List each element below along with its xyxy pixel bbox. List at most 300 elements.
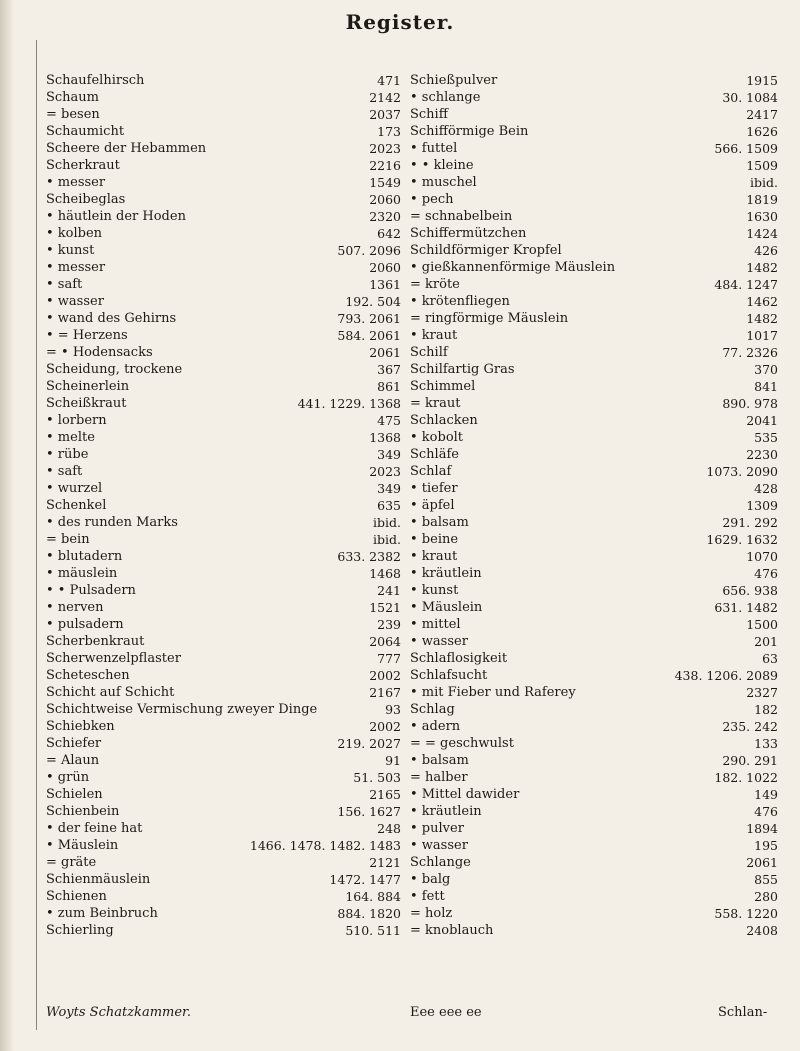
index-entry	[410, 548, 778, 565]
index-entry	[410, 888, 778, 905]
index-term: • rübe	[46, 447, 89, 462]
index-term: • kolben	[46, 226, 103, 241]
index-entry	[46, 276, 401, 293]
index-entry	[410, 344, 778, 361]
index-term: Schießpulver	[410, 73, 498, 88]
index-entry	[46, 327, 401, 344]
page-reference: 558. 1220	[714, 906, 778, 921]
index-term: • krötenfliegen	[410, 294, 510, 309]
index-term: Schimmel	[410, 379, 476, 394]
index-term: • blutadern	[46, 549, 123, 564]
index-entry	[46, 242, 401, 259]
index-term: Scherkraut	[46, 158, 120, 173]
page-reference: 2002	[369, 668, 401, 683]
index-term: • muschel	[410, 175, 477, 190]
index-term: Schifförmige Bein	[410, 124, 529, 139]
page-reference: 1070	[746, 549, 778, 564]
index-entry	[410, 174, 778, 191]
index-term: Schierling	[46, 923, 114, 938]
index-entry	[410, 769, 778, 786]
page-reference: 91	[385, 753, 401, 768]
page-reference: 291. 292	[722, 515, 778, 530]
page-reference: 2023	[369, 464, 401, 479]
page-reference: 631. 1482	[714, 600, 778, 615]
index-entry	[46, 480, 401, 497]
index-term: = Alaun	[46, 753, 100, 768]
index-term: Schenkel	[46, 498, 107, 513]
index-term: • kräutlein	[410, 804, 482, 819]
page-reference: 2216	[369, 158, 401, 173]
index-entry	[410, 905, 778, 922]
index-entry	[410, 599, 778, 616]
index-entry	[410, 786, 778, 803]
index-entry	[410, 633, 778, 650]
index-entry	[46, 701, 401, 718]
page-reference: 484. 1247	[714, 277, 778, 292]
page-reference: 2064	[369, 634, 401, 649]
index-entry	[410, 327, 778, 344]
page-reference: 2060	[369, 260, 401, 275]
custos-word: Schlan-	[718, 1005, 768, 1020]
index-entry	[46, 769, 401, 786]
index-entry	[410, 140, 778, 157]
page-reference: 584. 2061	[337, 328, 401, 343]
index-term: Scherbenkraut	[46, 634, 145, 649]
index-term: Schaumicht	[46, 124, 125, 139]
index-term: Schiffermützchen	[410, 226, 527, 241]
index-term: • des runden Marks	[46, 515, 178, 530]
page-reference: 1468	[369, 566, 401, 581]
index-term: • pulsadern	[46, 617, 124, 632]
index-entry	[46, 650, 401, 667]
page-reference: 1073. 2090	[706, 464, 778, 479]
page-reference: 156. 1627	[337, 804, 401, 819]
page-reference: 656. 938	[722, 583, 778, 598]
index-entry	[46, 191, 401, 208]
index-term: • kunst	[46, 243, 95, 258]
footer-catchline: Woyts Schatzkammer.	[46, 1005, 191, 1020]
index-entry	[46, 412, 401, 429]
page-reference: 841	[754, 379, 778, 394]
page-reference: 2165	[369, 787, 401, 802]
index-entry	[46, 123, 401, 140]
index-entry	[410, 72, 778, 89]
index-term: = besen	[46, 107, 100, 122]
page-reference: 149	[754, 787, 778, 802]
page-reference: 1509	[746, 158, 778, 173]
index-term: Schienen	[46, 889, 107, 904]
page-reference: 1630	[746, 209, 778, 224]
page-reference: 1466. 1478. 1482. 1483	[249, 838, 401, 853]
margin-rule	[36, 40, 37, 1030]
page-reference: 441. 1229. 1368	[297, 396, 401, 411]
index-term: • wasser	[410, 838, 468, 853]
page-reference: 438. 1206. 2089	[674, 668, 778, 683]
index-entry	[410, 735, 778, 752]
index-term: • wurzel	[46, 481, 103, 496]
page-reference: 201	[754, 634, 778, 649]
index-entry	[46, 803, 401, 820]
page-reference: 633. 2382	[337, 549, 401, 564]
index-entry	[46, 429, 401, 446]
index-entry	[46, 684, 401, 701]
page-reference: 1521	[369, 600, 401, 615]
index-entry	[46, 837, 401, 854]
page-reference: 2142	[369, 90, 401, 105]
index-entry	[46, 922, 401, 939]
index-entry	[46, 497, 401, 514]
index-entry	[410, 446, 778, 463]
index-entry	[46, 344, 401, 361]
index-entry	[410, 276, 778, 293]
index-entry	[410, 565, 778, 582]
right-index-column	[410, 72, 778, 939]
index-entry	[410, 259, 778, 276]
index-entry	[46, 820, 401, 837]
index-term: • schlange	[410, 90, 481, 105]
page-reference: 182	[754, 702, 778, 717]
index-entry	[410, 820, 778, 837]
index-term: • nerven	[46, 600, 104, 615]
page-reference: ibid.	[373, 532, 401, 547]
page-reference: 2061	[746, 855, 778, 870]
index-entry	[46, 72, 401, 89]
page-reference: 2002	[369, 719, 401, 734]
index-term: Schilf	[410, 345, 448, 360]
index-term: Schlag	[410, 702, 455, 717]
index-term: • • kleine	[410, 158, 474, 173]
page-reference: 195	[754, 838, 778, 853]
index-term: • zum Beinbruch	[46, 906, 158, 921]
page-reference: 192. 504	[345, 294, 401, 309]
index-entry	[46, 140, 401, 157]
index-term: = = geschwulst	[410, 736, 514, 751]
index-term: Scheidung, trockene	[46, 362, 183, 377]
page-reference: 476	[754, 804, 778, 819]
page-reference: 30. 1084	[722, 90, 778, 105]
page-reference: 290. 291	[722, 753, 778, 768]
index-term: • melte	[46, 430, 95, 445]
index-entry	[46, 735, 401, 752]
page-reference: 1482	[746, 311, 778, 326]
page-reference: 510. 511	[345, 923, 401, 938]
page-reference: 370	[754, 362, 778, 377]
index-term: Schaufelhirsch	[46, 73, 145, 88]
index-term: • Mäuslein	[410, 600, 483, 615]
index-entry	[46, 667, 401, 684]
index-term: • äpfel	[410, 498, 455, 513]
page-reference: 164. 884	[345, 889, 401, 904]
index-entry	[46, 293, 401, 310]
index-term: • kunst	[410, 583, 459, 598]
index-term: = kröte	[410, 277, 460, 292]
index-entry	[46, 905, 401, 922]
index-term: = knoblauch	[410, 923, 494, 938]
index-term: Schlange	[410, 855, 471, 870]
index-entry	[46, 752, 401, 769]
index-entry	[46, 616, 401, 633]
index-term: = holz	[410, 906, 453, 921]
index-entry	[46, 871, 401, 888]
page-reference: 2327	[746, 685, 778, 700]
index-term: • saft	[46, 464, 83, 479]
index-entry	[410, 854, 778, 871]
index-entry	[46, 378, 401, 395]
index-term: Schlaflosigkeit	[410, 651, 508, 666]
page-reference: 93	[385, 702, 401, 717]
index-term: Schiefer	[46, 736, 102, 751]
page-reference: 51. 503	[353, 770, 401, 785]
page-reference: 2061	[369, 345, 401, 360]
index-entry	[410, 616, 778, 633]
page-reference: 777	[377, 651, 401, 666]
page-title: Register.	[345, 10, 455, 34]
page-reference: 1482	[746, 260, 778, 275]
page-reference: 2121	[369, 855, 401, 870]
page-reference: 1894	[746, 821, 778, 836]
index-entry	[410, 871, 778, 888]
index-entry	[410, 378, 778, 395]
index-term: Schaum	[46, 90, 100, 105]
index-entry	[410, 157, 778, 174]
index-entry	[410, 361, 778, 378]
page-reference: 1309	[746, 498, 778, 513]
index-term: Scheißkraut	[46, 396, 127, 411]
index-term: = schnabelbein	[410, 209, 513, 224]
index-term: Schläfe	[410, 447, 459, 462]
page-reference: 248	[377, 821, 401, 836]
page-reference: 475	[377, 413, 401, 428]
left-index-column	[46, 72, 401, 939]
page-reference: 426	[754, 243, 778, 258]
index-term: = halber	[410, 770, 468, 785]
page-reference: 471	[377, 73, 401, 88]
index-entry	[46, 548, 401, 565]
page-reference: 535	[754, 430, 778, 445]
index-entry	[410, 225, 778, 242]
index-entry	[410, 837, 778, 854]
page-reference: ibid.	[750, 175, 778, 190]
index-term: = kraut	[410, 396, 461, 411]
index-entry	[410, 480, 778, 497]
index-entry	[410, 123, 778, 140]
page-reference: 2230	[746, 447, 778, 462]
index-entry	[410, 412, 778, 429]
page-reference: 173	[377, 124, 401, 139]
index-term: • saft	[46, 277, 83, 292]
page-reference: 2167	[369, 685, 401, 700]
page-reference: 1424	[746, 226, 778, 241]
index-entry	[46, 854, 401, 871]
index-term: Scheteschen	[46, 668, 130, 683]
index-term: Scheinerlein	[46, 379, 130, 394]
page-reference: 2408	[746, 923, 778, 938]
index-entry	[46, 582, 401, 599]
index-term: • häutlein der Hoden	[46, 209, 186, 224]
index-term: Schlacken	[410, 413, 478, 428]
index-term: • beine	[410, 532, 459, 547]
index-term: Schiff	[410, 107, 448, 122]
page-reference: 182. 1022	[714, 770, 778, 785]
index-term: Schicht auf Schicht	[46, 685, 175, 700]
index-term: = ringförmige Mäuslein	[410, 311, 569, 326]
footer-right-term: Eee eee ee	[410, 1005, 482, 1020]
index-entry	[46, 446, 401, 463]
index-term: • kraut	[410, 549, 458, 564]
page-reference: 1017	[746, 328, 778, 343]
page-reference: 1500	[746, 617, 778, 632]
index-term: Scheibeglas	[46, 192, 126, 207]
index-entry	[410, 89, 778, 106]
page-reference: 241	[377, 583, 401, 598]
page-reference: 280	[754, 889, 778, 904]
page-reference: 890. 978	[722, 396, 778, 411]
index-term: • der feine hat	[46, 821, 143, 836]
page-reference: 1472. 1477	[329, 872, 401, 887]
index-entry	[410, 463, 778, 480]
index-entry	[46, 310, 401, 327]
index-entry	[410, 582, 778, 599]
index-entry	[46, 157, 401, 174]
page-reference: 793. 2061	[337, 311, 401, 326]
index-entry	[46, 514, 401, 531]
index-entry	[46, 395, 401, 412]
page-reference: 884. 1820	[337, 906, 401, 921]
index-term: • grün	[46, 770, 90, 785]
index-term: • kräutlein	[410, 566, 482, 581]
page-reference: 77. 2326	[722, 345, 778, 360]
index-entry	[46, 259, 401, 276]
page-reference: 1915	[746, 73, 778, 88]
page-reference: 1819	[746, 192, 778, 207]
index-term: • kobolt	[410, 430, 464, 445]
page-reference: 2060	[369, 192, 401, 207]
index-entry	[46, 89, 401, 106]
index-term: • kraut	[410, 328, 458, 343]
index-entry	[46, 633, 401, 650]
page-reference: ibid.	[373, 515, 401, 530]
page-reference: 2037	[369, 107, 401, 122]
index-entry	[46, 718, 401, 735]
index-term: Schildförmiger Kropfel	[410, 243, 562, 258]
index-term: Schichtweise Vermischung zweyer Dinge	[46, 702, 318, 717]
index-term: Scherwenzelpflaster	[46, 651, 181, 666]
index-term: Scheere der Hebammen	[46, 141, 207, 156]
page-reference: 566. 1509	[714, 141, 778, 156]
index-term: • balg	[410, 872, 451, 887]
index-term: Schlafsucht	[410, 668, 488, 683]
index-entry	[410, 650, 778, 667]
index-term: • • Pulsadern	[46, 583, 136, 598]
index-term: • Mäuslein	[46, 838, 119, 853]
page-reference: 2320	[369, 209, 401, 224]
index-entry	[46, 888, 401, 905]
index-term: • lorbern	[46, 413, 107, 428]
index-entry	[410, 106, 778, 123]
index-entry	[410, 514, 778, 531]
index-entry	[410, 191, 778, 208]
page-reference: 1626	[746, 124, 778, 139]
page-reference: 861	[377, 379, 401, 394]
index-entry	[410, 242, 778, 259]
index-term: • = Herzens	[46, 328, 128, 343]
page-reference: 2417	[746, 107, 778, 122]
page-reference: 349	[377, 447, 401, 462]
index-term: • fett	[410, 889, 445, 904]
index-entry	[410, 718, 778, 735]
page-reference: 1368	[369, 430, 401, 445]
index-entry	[410, 531, 778, 548]
index-entry	[46, 786, 401, 803]
index-entry	[410, 803, 778, 820]
index-term: = gräte	[46, 855, 97, 870]
index-term: • wand des Gehirns	[46, 311, 177, 326]
index-term: Schielen	[46, 787, 103, 802]
index-term: • gießkannenförmige Mäuslein	[410, 260, 616, 275]
page-reference: 133	[754, 736, 778, 751]
index-entry	[46, 599, 401, 616]
index-term: • balsam	[410, 753, 469, 768]
index-entry	[410, 208, 778, 225]
page-reference: 2041	[746, 413, 778, 428]
page-reference: 63	[762, 651, 778, 666]
index-entry	[410, 293, 778, 310]
index-term: • messer	[46, 260, 106, 275]
page-reference: 235. 242	[722, 719, 778, 734]
page-reference: 642	[377, 226, 401, 241]
index-term: Schlaf	[410, 464, 452, 479]
index-term: Schienmäuslein	[46, 872, 151, 887]
index-term: • pech	[410, 192, 454, 207]
page-reference: 239	[377, 617, 401, 632]
page-reference: 367	[377, 362, 401, 377]
index-term: • balsam	[410, 515, 469, 530]
index-entry	[46, 174, 401, 191]
page-reference: 219. 2027	[337, 736, 401, 751]
index-entry	[410, 497, 778, 514]
index-entry	[46, 565, 401, 582]
index-term: • mit Fieber und Raferey	[410, 685, 576, 700]
index-term: Schienbein	[46, 804, 120, 819]
index-term: = • Hodensacks	[46, 345, 153, 360]
page-reference: 1361	[369, 277, 401, 292]
index-term: • Mittel dawider	[410, 787, 520, 802]
index-entry	[410, 395, 778, 412]
page-reference: 1462	[746, 294, 778, 309]
index-entry	[46, 361, 401, 378]
index-term: = bein	[46, 532, 90, 547]
index-term: • messer	[46, 175, 106, 190]
index-entry	[410, 684, 778, 701]
index-entry	[410, 701, 778, 718]
index-entry	[46, 531, 401, 548]
index-entry	[410, 922, 778, 939]
index-term: • wasser	[410, 634, 468, 649]
page-reference: 476	[754, 566, 778, 581]
index-term: • wasser	[46, 294, 104, 309]
index-term: Schilfartig Gras	[410, 362, 515, 377]
index-entry	[46, 106, 401, 123]
index-entry	[410, 667, 778, 684]
page-reference: 2023	[369, 141, 401, 156]
page-reference: 349	[377, 481, 401, 496]
index-term: • pulver	[410, 821, 464, 836]
page-reference: 507. 2096	[337, 243, 401, 258]
index-entry	[410, 310, 778, 327]
page-reference: 855	[754, 872, 778, 887]
index-term: • adern	[410, 719, 461, 734]
index-term: • mäuslein	[46, 566, 118, 581]
